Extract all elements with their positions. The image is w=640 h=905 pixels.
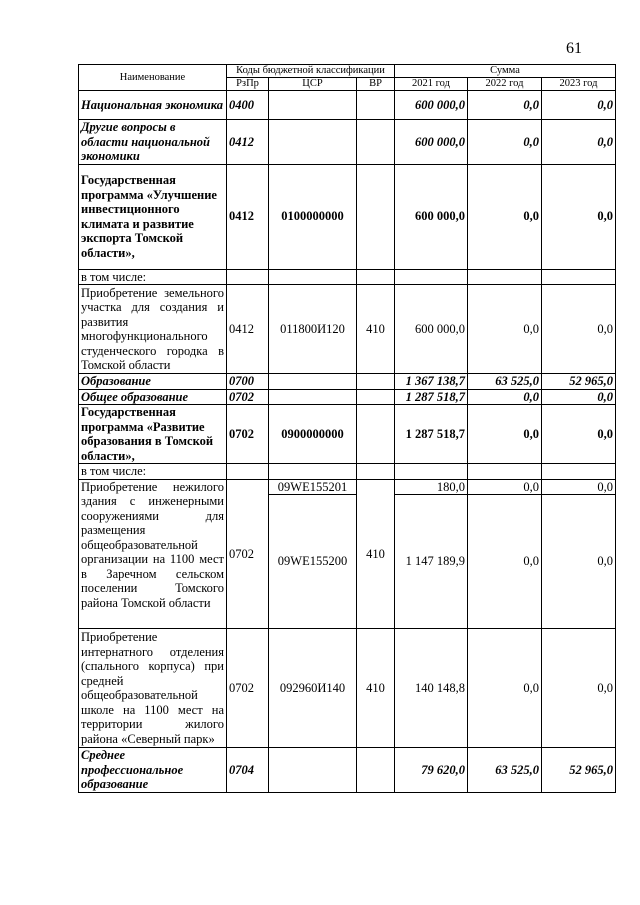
- cell-rzpr: 0702: [227, 405, 269, 464]
- cell-name: Приобретение нежилого здания с инженерными сооружениями для размещения общеобразовательной организации на 1100 мест в Заречном сельском поселении Томского района Томской области: [79, 479, 227, 629]
- cell-csr: 09WE155200: [269, 495, 357, 629]
- cell-2021: 180,0: [395, 479, 468, 495]
- cell-name: Государственная программа «Улучшение инвестиционного климата и развитие экспорта Томской области»,: [79, 164, 227, 269]
- table-row: [79, 405, 616, 464]
- cell-2021: 600 000,0: [395, 91, 468, 120]
- cell-2023: 0,0: [542, 479, 616, 495]
- cell-2021: 600 000,0: [395, 164, 468, 269]
- cell-name: Государственная программа «Развитие образования в Томской области»,: [79, 405, 227, 464]
- cell-rzpr: 0412: [227, 120, 269, 165]
- cell-rzpr: 0702: [227, 629, 269, 748]
- header-row-1: [79, 65, 616, 78]
- cell-2021: 1 147 189,9: [395, 495, 468, 629]
- cell-2023: 52 965,0: [542, 374, 616, 390]
- cell-2023: [542, 464, 616, 480]
- cell-vr: [357, 269, 395, 285]
- cell-2021: 79 620,0: [395, 748, 468, 793]
- cell-csr: [269, 748, 357, 793]
- cell-csr: [269, 269, 357, 285]
- table-row: [79, 374, 616, 390]
- cell-csr: [269, 464, 357, 480]
- header-rzpr: РзПр: [227, 78, 269, 91]
- cell-rzpr: [227, 464, 269, 480]
- cell-2023: 0,0: [542, 389, 616, 405]
- header-sum-group: Сумма: [395, 65, 616, 78]
- cell-name: Национальная экономика: [79, 91, 227, 120]
- cell-2022: [468, 269, 542, 285]
- cell-2022: 0,0: [468, 629, 542, 748]
- cell-csr: 092960И140: [269, 629, 357, 748]
- cell-2021: [395, 269, 468, 285]
- cell-rzpr: 0702: [227, 479, 269, 629]
- cell-2023: 0,0: [542, 164, 616, 269]
- cell-name: Приобретение земельного участка для создания и развития многофункционального студенческого городка в Томской области: [79, 285, 227, 374]
- header-2022: 2022 год: [468, 78, 542, 91]
- cell-csr: 09WE155201: [269, 479, 357, 495]
- cell-2021: 1 287 518,7: [395, 389, 468, 405]
- budget-table: [78, 64, 616, 793]
- cell-vr: 410: [357, 479, 395, 629]
- cell-vr: [357, 405, 395, 464]
- cell-csr: 0100000000: [269, 164, 357, 269]
- cell-2023: 0,0: [542, 629, 616, 748]
- cell-2021: 1 287 518,7: [395, 405, 468, 464]
- cell-csr: [269, 374, 357, 390]
- cell-2022: 63 525,0: [468, 374, 542, 390]
- cell-vr: [357, 164, 395, 269]
- cell-csr: [269, 120, 357, 165]
- table-row: [79, 748, 616, 793]
- cell-name: в том числе:: [79, 269, 227, 285]
- header-codes-group: Коды бюджетной классификации: [227, 65, 395, 78]
- cell-2022: 0,0: [468, 389, 542, 405]
- cell-2023: 52 965,0: [542, 748, 616, 793]
- cell-csr: 0900000000: [269, 405, 357, 464]
- cell-vr: [357, 120, 395, 165]
- header-2023: 2023 год: [542, 78, 616, 91]
- cell-2023: 0,0: [542, 495, 616, 629]
- cell-2023: 0,0: [542, 91, 616, 120]
- cell-vr: [357, 464, 395, 480]
- cell-name: Приобретение интернатного отделения (спального корпуса) при средней общеобразовательной школе на 1100 мест на территории жилого района «Северный парк»: [79, 629, 227, 748]
- cell-rzpr: [227, 269, 269, 285]
- header-name: Наименование: [79, 65, 227, 91]
- table-row: [79, 120, 616, 165]
- cell-vr: 410: [357, 629, 395, 748]
- cell-2021: 600 000,0: [395, 285, 468, 374]
- cell-rzpr: 0700: [227, 374, 269, 390]
- table-row: [79, 389, 616, 405]
- cell-2022: 0,0: [468, 479, 542, 495]
- table-row: [79, 164, 616, 269]
- cell-2021: 1 367 138,7: [395, 374, 468, 390]
- cell-name: Образование: [79, 374, 227, 390]
- cell-vr: [357, 748, 395, 793]
- header-csr: ЦСР: [269, 78, 357, 91]
- cell-name: Другие вопросы в области национальной экономики: [79, 120, 227, 165]
- cell-rzpr: 0702: [227, 389, 269, 405]
- header-2021: 2021 год: [395, 78, 468, 91]
- cell-2023: 0,0: [542, 120, 616, 165]
- cell-vr: [357, 374, 395, 390]
- cell-csr: [269, 389, 357, 405]
- table-row: [79, 269, 616, 285]
- page-number: 61: [566, 40, 582, 57]
- cell-2022: [468, 464, 542, 480]
- cell-2023: [542, 269, 616, 285]
- table-row: [79, 629, 616, 748]
- cell-2021: [395, 464, 468, 480]
- cell-2023: 0,0: [542, 405, 616, 464]
- cell-rzpr: 0704: [227, 748, 269, 793]
- cell-vr: [357, 91, 395, 120]
- table-row: [79, 285, 616, 374]
- cell-2022: 0,0: [468, 164, 542, 269]
- cell-2021: 140 148,8: [395, 629, 468, 748]
- cell-2022: 0,0: [468, 495, 542, 629]
- cell-csr: 011800И120: [269, 285, 357, 374]
- cell-rzpr: 0412: [227, 285, 269, 374]
- cell-2022: 0,0: [468, 285, 542, 374]
- cell-name: Общее образование: [79, 389, 227, 405]
- cell-2022: 63 525,0: [468, 748, 542, 793]
- cell-2022: 0,0: [468, 91, 542, 120]
- cell-rzpr: 0412: [227, 164, 269, 269]
- cell-rzpr: 0400: [227, 91, 269, 120]
- cell-vr: 410: [357, 285, 395, 374]
- table-row: [79, 479, 616, 495]
- cell-vr: [357, 389, 395, 405]
- cell-2021: 600 000,0: [395, 120, 468, 165]
- cell-name: в том числе:: [79, 464, 227, 480]
- cell-name: Среднее профессиональное образование: [79, 748, 227, 793]
- header-vr: ВР: [357, 78, 395, 91]
- cell-2022: 0,0: [468, 120, 542, 165]
- cell-2022: 0,0: [468, 405, 542, 464]
- cell-csr: [269, 91, 357, 120]
- table-row: [79, 464, 616, 480]
- cell-2023: 0,0: [542, 285, 616, 374]
- table-row: [79, 91, 616, 120]
